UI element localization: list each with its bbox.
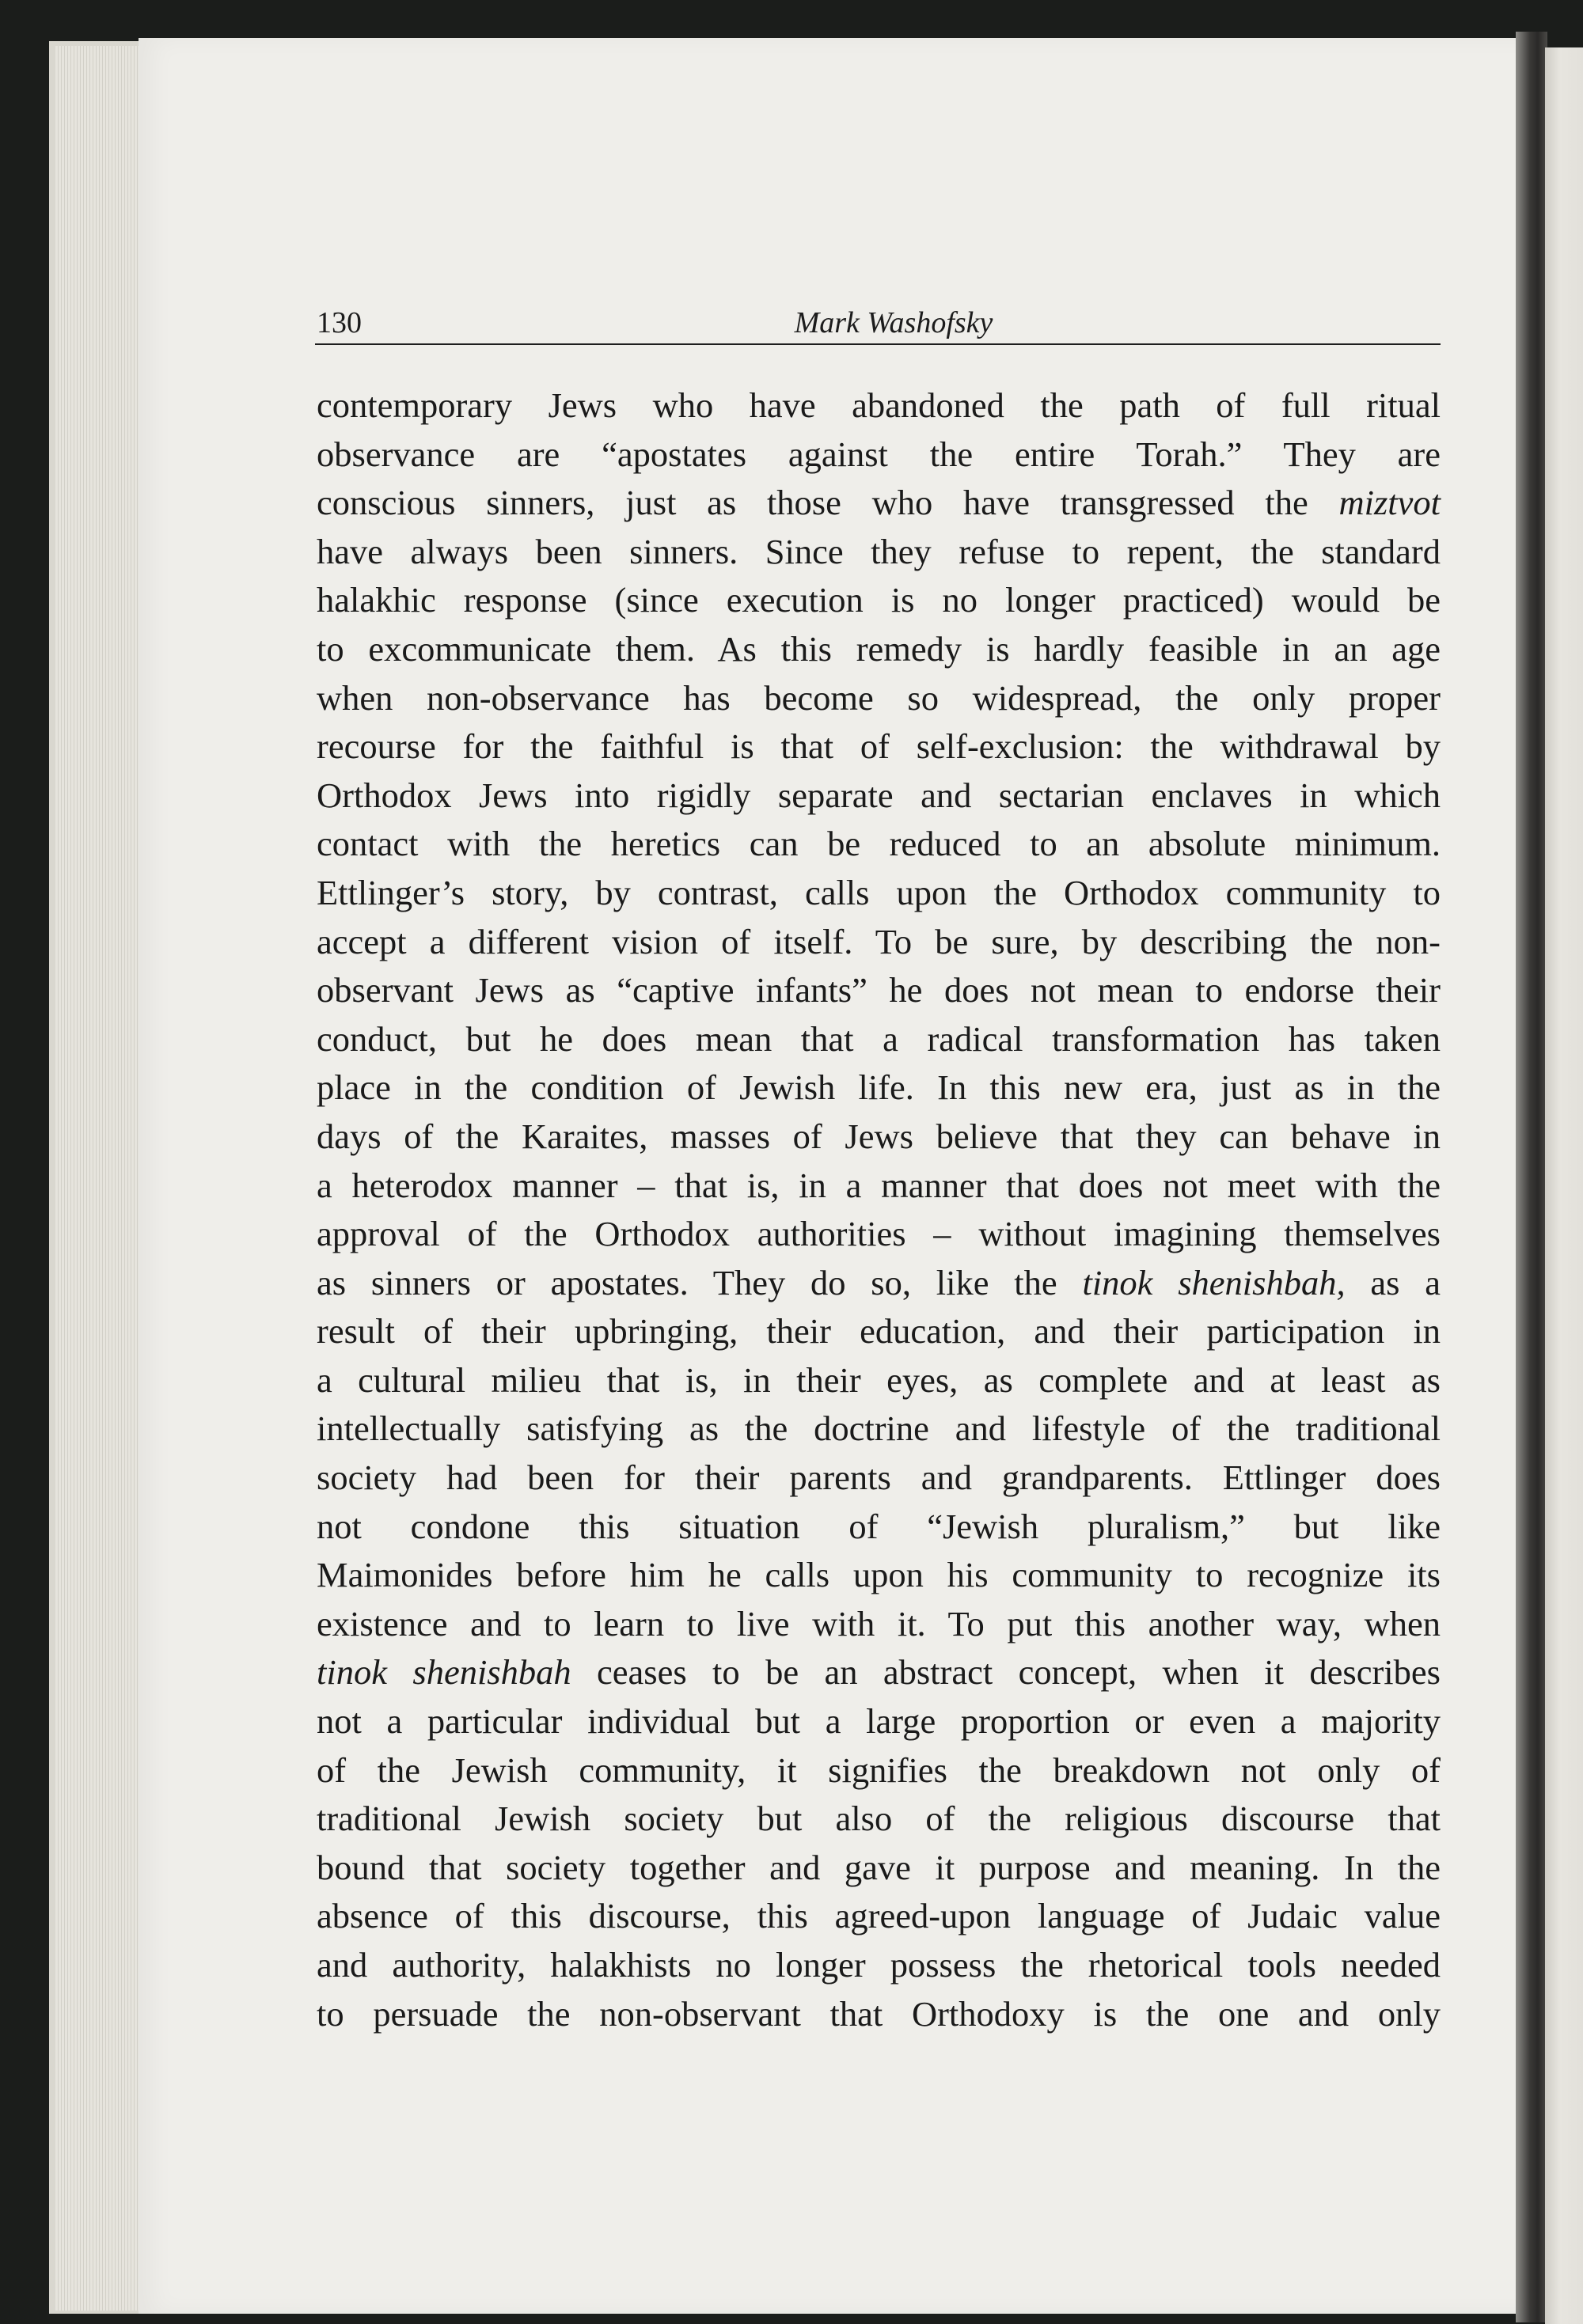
text-segment: not condone this situation of “Jewish pluralism,” but like (317, 1506, 1441, 1546)
page-number: 130 (317, 306, 362, 339)
running-head-author: Mark Washofsky (794, 306, 993, 339)
text-segment: have always been sinners. Since they refuse to repent, the standard (317, 531, 1441, 571)
running-head (315, 302, 1441, 345)
facing-page-edge (1545, 47, 1583, 2324)
text-segment: accept a different vision of itself. To be sure, by describing the non- (317, 921, 1441, 961)
text-line (317, 1648, 1441, 1697)
text-segment: as sinners or apostates. They do so, like the (317, 1262, 1083, 1302)
text-line (317, 1162, 1441, 1211)
text-segment: contemporary Jews who have abandoned the path of full ritual (317, 385, 1441, 425)
text-segment: halakhic response (since execution is no longer practiced) would be (317, 580, 1441, 620)
text-segment: society had been for their parents and grandparents. Ettlinger does (317, 1458, 1441, 1498)
text-line (317, 869, 1441, 918)
text-segment: place in the condition of Jewish life. In this new era, just as in the (317, 1067, 1441, 1108)
body-text (317, 381, 1441, 2038)
text-line (317, 625, 1441, 674)
text-segment: to excommunicate them. As this remedy is hardly feasible in an age (317, 628, 1441, 669)
text-line (317, 1990, 1441, 2039)
text-segment: Ettlinger’s story, by contrast, calls upon the Orthodox community to (317, 872, 1441, 912)
text-segment: absence of this discourse, this agreed-upon language of Judaic value (317, 1896, 1441, 1936)
text-line (317, 1259, 1441, 1308)
text-segment: Maimonides before him he calls upon his community to recognize its (317, 1555, 1441, 1595)
text-segment: contact with the heretics can be reduced to an absolute minimum. (317, 824, 1441, 864)
text-line (317, 1941, 1441, 1990)
text-segment: conscious sinners, just as those who have transgressed the (317, 483, 1339, 523)
text-line (317, 674, 1441, 723)
text-segment: not a particular individual but a large proportion or even a majority (317, 1701, 1441, 1742)
text-line (317, 1551, 1441, 1600)
text-line (317, 918, 1441, 967)
text-line (317, 1405, 1441, 1454)
italic-term: tinok shenishbah (317, 1652, 571, 1693)
italic-term: miztvot (1338, 483, 1441, 523)
text-segment: a heterodox manner – that is, in a manner that does not meet with the (317, 1165, 1441, 1205)
text-line (317, 1892, 1441, 1941)
text-segment: observant Jews as “captive infants” he does not mean to endorse their (317, 970, 1441, 1010)
text-line (317, 1454, 1441, 1503)
text-segment: as a (1345, 1262, 1441, 1302)
text-line (317, 1210, 1441, 1259)
text-segment: observance are “apostates against the entire Torah.” They are (317, 434, 1441, 474)
text-segment: bound that society together and gave it purpose and meaning. In the (317, 1847, 1441, 1887)
book-gutter (1516, 32, 1547, 2322)
text-line (317, 1307, 1441, 1356)
text-segment: and authority, halakhists no longer possess the rhetorical tools needed (317, 1945, 1441, 1985)
text-segment: a cultural milieu that is, in their eyes, as complete and at least as (317, 1359, 1441, 1400)
text-segment: traditional Jewish society but also of the religious discourse that (317, 1799, 1441, 1839)
italic-term: tinok shenishbah, (1082, 1262, 1346, 1302)
text-segment: result of their upbringing, their education, and their participation in (317, 1311, 1441, 1352)
text-segment: Orthodox Jews into rigidly separate and sectarian enclaves in which (317, 775, 1441, 815)
text-line (317, 966, 1441, 1015)
text-segment: of the Jewish community, it signifies the breakdown not only of (317, 1750, 1441, 1790)
text-segment: intellectually satisfying as the doctrine and lifestyle of the traditional (317, 1408, 1441, 1449)
text-line (317, 576, 1441, 625)
text-segment: ceases to be an abstract concept, when it describes (571, 1652, 1441, 1693)
text-line (317, 1600, 1441, 1649)
text-segment: existence and to learn to live with it. To put this another way, when (317, 1603, 1441, 1643)
text-segment: days of the Karaites, masses of Jews believe that they can behave in (317, 1116, 1441, 1156)
text-line (317, 1063, 1441, 1113)
text-line (317, 430, 1441, 480)
text-line (317, 479, 1441, 528)
text-line (317, 1795, 1441, 1844)
text-segment: approval of the Orthodox authorities – without imagining themselves (317, 1214, 1441, 1254)
text-segment: to persuade the non-observant that Orthodoxy is the one and only (317, 1993, 1441, 2034)
text-line (317, 1746, 1441, 1795)
text-line (317, 381, 1441, 430)
text-segment: recourse for the faithful is that of self-exclusion: the withdrawal by (317, 726, 1441, 767)
text-line (317, 1844, 1441, 1893)
text-line (317, 1503, 1441, 1552)
text-line (317, 1113, 1441, 1162)
text-line (317, 1015, 1441, 1064)
text-line (317, 528, 1441, 577)
text-line (317, 1697, 1441, 1746)
text-line (317, 1356, 1441, 1405)
text-line (317, 820, 1441, 869)
text-line (317, 722, 1441, 772)
text-line (317, 772, 1441, 821)
text-segment: conduct, but he does mean that a radical transformation has taken (317, 1018, 1441, 1059)
text-segment: when non-observance has become so widespread, the only proper (317, 677, 1441, 718)
